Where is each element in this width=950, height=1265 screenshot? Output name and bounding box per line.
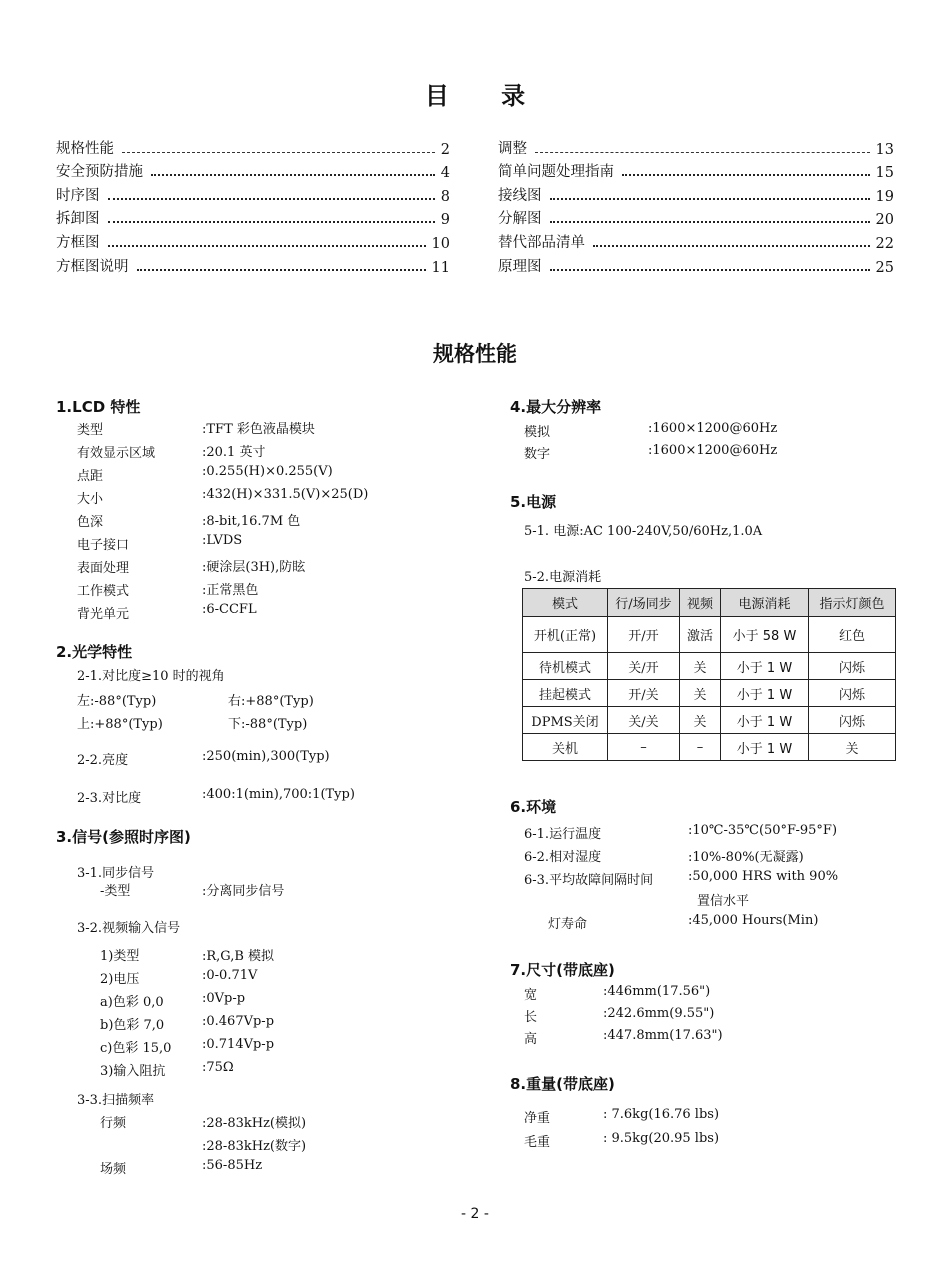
spec-value: :20.1 英寸 [202, 445, 266, 460]
table-cell: 开/开 [608, 617, 680, 653]
toc-entry-label: 规格性能 [56, 140, 114, 157]
toc-right-column [498, 134, 894, 276]
scan-frequency-title: 3-3.扫描频率 [77, 1093, 155, 1108]
toc-entry-label: 拆卸图 [56, 211, 100, 228]
sync-type-label: -类型 [100, 884, 131, 899]
spec-label: 背光单元 [77, 607, 130, 622]
spec-value: :1600×1200@60Hz [648, 443, 778, 458]
spec-value: :432(H)×331.5(V)×25(D) [202, 487, 369, 502]
spec-label: 宽 [524, 988, 538, 1003]
toc-leader [137, 269, 426, 271]
table-header-cell: 指示灯颜色 [809, 589, 896, 617]
angle-down: 下:-88°(Typ) [228, 717, 308, 732]
toc-entry-page: 11 [431, 259, 450, 276]
table-cell: 待机模式 [523, 653, 608, 680]
toc-leader [108, 198, 435, 200]
page-number: - 2 - [461, 1206, 489, 1222]
angle-up: 上:+88°(Typ) [77, 717, 163, 732]
table-row [523, 617, 896, 653]
table-cell: 小于 1 W [721, 653, 809, 680]
table-cell: 激活 [680, 617, 721, 653]
mtbf-value: :50,000 HRS with 90% [688, 869, 839, 884]
sync-title: 3-1.同步信号 [77, 866, 155, 881]
lcd-heading: 1.LCD 特性 [56, 398, 141, 416]
table-row [523, 707, 896, 734]
spec-label: c)色彩 15,0 [100, 1041, 172, 1056]
table-header-row [523, 589, 896, 617]
spec-value: :8-bit,16.7M 色 [202, 514, 301, 529]
spec-label: a)色彩 0,0 [100, 995, 164, 1010]
humidity-value: :10%-80%(无凝露) [688, 850, 804, 865]
power-heading: 5.电源 [510, 493, 557, 511]
spec-value: :447.8mm(17.63") [603, 1028, 723, 1043]
toc-leader [550, 221, 870, 223]
spec-value: :正常黑色 [202, 583, 259, 598]
toc-entry[interactable] [498, 228, 894, 252]
toc-leader [550, 269, 870, 271]
spec-label: 净重 [524, 1111, 551, 1126]
table-cell: 开机(正常) [523, 617, 608, 653]
spec-value: :446mm(17.56") [603, 984, 711, 999]
toc-entry[interactable] [498, 158, 894, 182]
table-cell: – [608, 734, 680, 761]
toc-entry[interactable] [56, 158, 450, 182]
toc-entry[interactable] [56, 252, 450, 276]
table-row [523, 734, 896, 761]
contrast-label: 2-3.对比度 [77, 791, 142, 806]
toc-entry-page: 19 [875, 188, 894, 205]
operating-temp-label: 6-1.运行温度 [524, 827, 602, 842]
spec-value: :6-CCFL [202, 602, 257, 617]
toc-entry-label: 时序图 [56, 187, 100, 204]
table-cell: 关 [680, 653, 721, 680]
power-consumption-title: 5-2.电源消耗 [524, 570, 602, 585]
toc-entry[interactable] [56, 134, 450, 158]
table-cell: 关 [680, 680, 721, 707]
toc-entry[interactable] [498, 205, 894, 229]
power-supply: 5-1. 电源:AC 100-240V,50/60Hz,1.0A [524, 524, 763, 539]
toc-entry-label: 原理图 [498, 258, 542, 275]
toc-leader [535, 152, 870, 153]
viewing-angle-title: 2-1.对比度≥10 时的视角 [77, 669, 225, 684]
table-cell: 闪烁 [809, 680, 896, 707]
table-header-cell: 电源消耗 [721, 589, 809, 617]
spec-value: : 7.6kg(16.76 lbs) [603, 1107, 720, 1122]
sync-type-value: :分离同步信号 [202, 884, 285, 899]
angle-right: 右:+88°(Typ) [228, 694, 314, 709]
table-row [523, 653, 896, 680]
brightness-label: 2-2.亮度 [77, 753, 129, 768]
toc-entry-page: 13 [875, 141, 894, 158]
toc-entry-label: 替代部品清单 [498, 234, 585, 251]
spec-value: :0.714Vp-p [202, 1037, 275, 1052]
toc-leader [122, 152, 435, 153]
environment-heading: 6.环境 [510, 798, 557, 816]
optical-heading: 2.光学特性 [56, 643, 133, 661]
table-cell: 关机 [523, 734, 608, 761]
spec-label: 数字 [524, 447, 551, 462]
contrast-value: :400:1(min),700:1(Typ) [202, 787, 355, 802]
spec-label: 色深 [77, 515, 104, 530]
horizontal-freq-digital: :28-83kHz(数字) [202, 1139, 307, 1154]
spec-value: :LVDS [202, 533, 243, 548]
table-cell: 小于 1 W [721, 680, 809, 707]
toc-entry-page: 10 [431, 235, 450, 252]
spec-value: :1600×1200@60Hz [648, 421, 778, 436]
mtbf-label: 6-3.平均故障间隔时间 [524, 873, 654, 888]
table-cell: 关/开 [608, 653, 680, 680]
lamp-life-label: 灯寿命 [548, 917, 588, 932]
spec-label: 2)电压 [100, 972, 140, 987]
table-cell: 关 [680, 707, 721, 734]
toc-leader [108, 221, 435, 223]
spec-label: 毛重 [524, 1135, 551, 1150]
power-consumption-table [522, 588, 896, 761]
toc-leader [550, 198, 870, 200]
vertical-freq-label: 场频 [100, 1162, 127, 1177]
table-cell: DPMS关闭 [523, 707, 608, 734]
toc-entry[interactable] [498, 181, 894, 205]
spec-label: 有效显示区域 [77, 446, 156, 461]
vertical-freq-value: :56-85Hz [202, 1158, 263, 1173]
spec-label: 电子接口 [77, 538, 130, 553]
spec-value: :TFT 彩色液晶模块 [202, 422, 315, 437]
toc-left-column [56, 134, 450, 276]
table-cell: 小于 1 W [721, 707, 809, 734]
table-cell: 挂起模式 [523, 680, 608, 707]
toc-entry-page: 25 [875, 259, 894, 276]
toc-entry-page: 4 [440, 165, 450, 182]
table-cell: 闪烁 [809, 707, 896, 734]
toc-entry-label: 安全预防措施 [56, 164, 143, 181]
table-cell: – [680, 734, 721, 761]
video-input-title: 3-2.视频输入信号 [77, 921, 181, 936]
spec-value: :0-0.71V [202, 968, 258, 983]
table-cell: 开/关 [608, 680, 680, 707]
spec-value: :0Vp-p [202, 991, 246, 1006]
spec-label: 长 [524, 1010, 538, 1025]
toc-entry-page: 9 [440, 212, 450, 229]
table-cell: 闪烁 [809, 653, 896, 680]
horizontal-freq-analog: :28-83kHz(模拟) [202, 1116, 307, 1131]
weight-heading: 8.重量(带底座) [510, 1075, 615, 1093]
spec-label: 工作模式 [77, 584, 130, 599]
spec-value: :0.467Vp-p [202, 1014, 275, 1029]
toc-leader [108, 245, 426, 247]
toc-entry-label: 接线图 [498, 187, 542, 204]
spec-label: 3)输入阻抗 [100, 1064, 166, 1079]
table-header-cell: 视频 [680, 589, 721, 617]
lamp-life-value: :45,000 Hours(Min) [688, 913, 819, 928]
spec-value: :硬涂层(3H),防眩 [202, 560, 306, 575]
spec-label: 类型 [77, 423, 104, 438]
mtbf-confidence: 置信水平 [697, 894, 750, 909]
spec-value: :242.6mm(9.55") [603, 1006, 715, 1021]
toc-entry-label: 方框图说明 [56, 258, 129, 275]
spec-value: :75Ω [202, 1060, 234, 1075]
toc-leader [622, 174, 870, 176]
resolution-heading: 4.最大分辨率 [510, 398, 602, 416]
table-cell: 小于 58 W [721, 617, 809, 653]
toc-entry-label: 简单问题处理指南 [498, 164, 614, 181]
toc-entry-page: 15 [875, 165, 894, 182]
spec-value: :R,G,B 模拟 [202, 949, 275, 964]
toc-entry[interactable] [498, 252, 894, 276]
operating-temp-value: :10℃-35℃(50°F-95°F) [688, 823, 838, 838]
spec-title: 规格性能 [433, 342, 517, 366]
toc-entry[interactable] [56, 205, 450, 229]
signal-heading: 3.信号(参照时序图) [56, 828, 191, 846]
brightness-value: :250(min),300(Typ) [202, 749, 330, 764]
toc-entry[interactable] [56, 228, 450, 252]
toc-entry[interactable] [498, 134, 894, 158]
toc-leader [593, 245, 870, 247]
toc-entry-page: 22 [875, 235, 894, 252]
spec-label: 大小 [77, 492, 104, 507]
spec-value: : 9.5kg(20.95 lbs) [603, 1131, 720, 1146]
toc-entry-page: 20 [875, 212, 894, 229]
spec-label: 高 [524, 1032, 538, 1047]
toc-entry-page: 2 [440, 141, 450, 158]
table-header-cell: 模式 [523, 589, 608, 617]
spec-label: b)色彩 7,0 [100, 1018, 165, 1033]
table-row [523, 680, 896, 707]
spec-value: :0.255(H)×0.255(V) [202, 464, 333, 479]
table-cell: 关 [809, 734, 896, 761]
toc-leader [151, 174, 435, 176]
table-cell: 红色 [809, 617, 896, 653]
toc-entry-label: 调整 [498, 140, 527, 157]
table-header-cell: 行/场同步 [608, 589, 680, 617]
toc-entry-label: 分解图 [498, 211, 542, 228]
toc-entry-label: 方框图 [56, 234, 100, 251]
spec-label: 1)类型 [100, 949, 140, 964]
table-cell: 小于 1 W [721, 734, 809, 761]
horizontal-freq-label: 行频 [100, 1116, 127, 1131]
spec-label: 表面处理 [77, 561, 130, 576]
toc-entry-page: 8 [440, 188, 450, 205]
spec-label: 模拟 [524, 425, 551, 440]
table-cell: 关/关 [608, 707, 680, 734]
toc-entry[interactable] [56, 181, 450, 205]
dimensions-heading: 7.尺寸(带底座) [510, 961, 615, 979]
humidity-label: 6-2.相对湿度 [524, 850, 602, 865]
spec-label: 点距 [77, 469, 104, 484]
angle-left: 左:-88°(Typ) [77, 694, 157, 709]
toc-title: 目 录 [424, 82, 548, 110]
